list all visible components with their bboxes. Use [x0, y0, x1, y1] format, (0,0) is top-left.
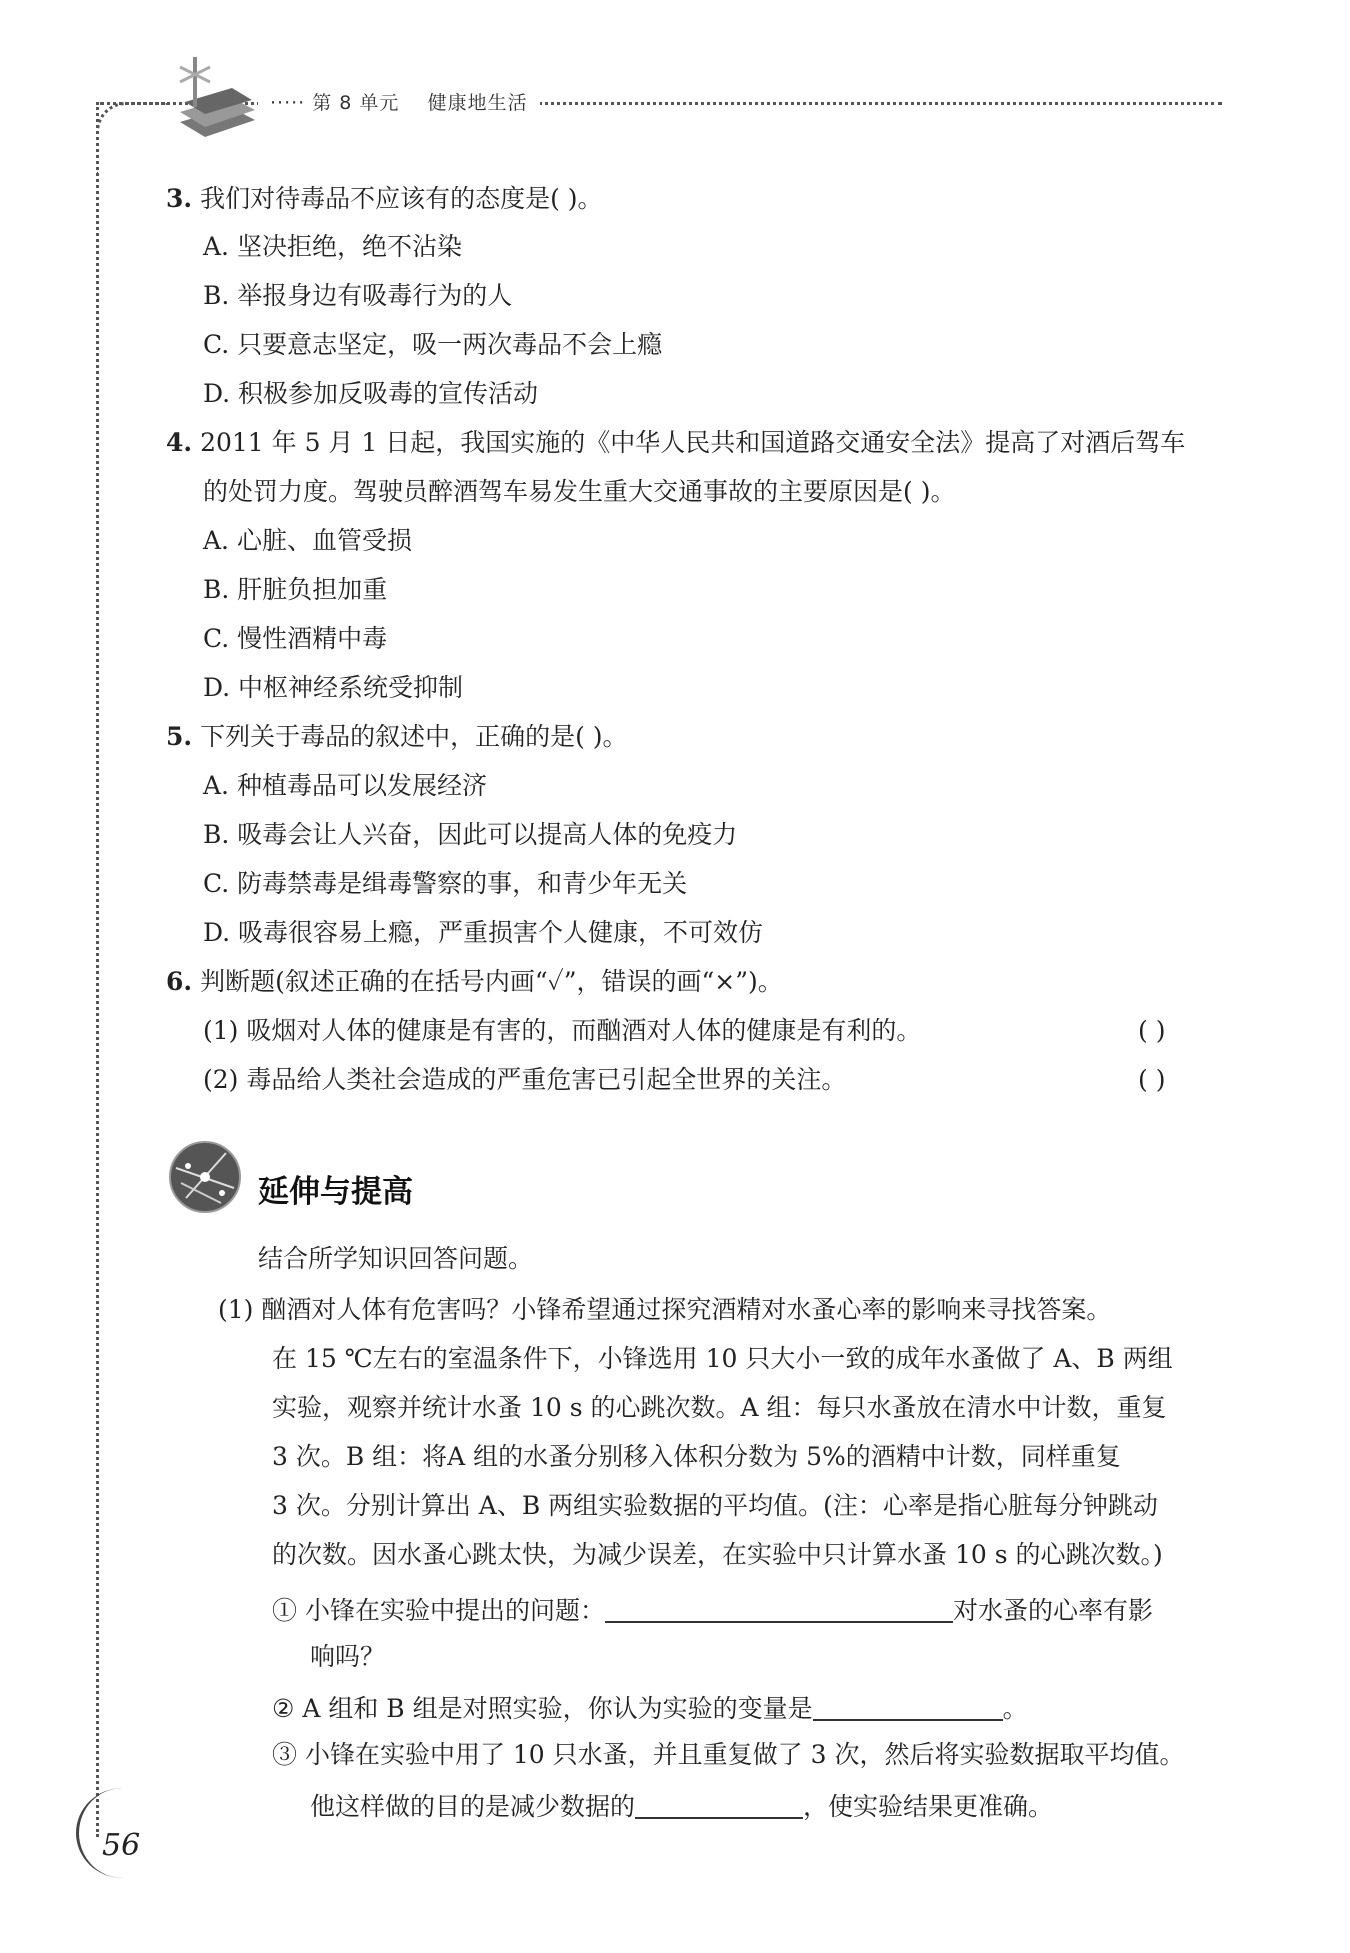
sub-question-3-continued — [310, 1791, 1053, 1819]
section-title: 延伸与提高 — [258, 1174, 413, 1210]
paragraph-line-6: 的次数。因水蚤心跳太快，为减少误差，在实验中只计算水蚤 10 s 的心跳次数。) — [272, 1540, 1163, 1569]
option-3a: A. 坚决拒绝，绝不沾染 — [203, 232, 462, 261]
question-stem-line2: 的处罚力度。驾驶员醉酒驾车易发生重大交通事故的主要原因是( )。 — [203, 477, 956, 506]
option-5a: A. 种植毒品可以发展经济 — [203, 771, 487, 800]
question-number: 4. — [166, 428, 193, 457]
answer-blank-2[interactable] — [813, 1693, 1003, 1721]
header-unit: 第 8 单元 — [312, 92, 400, 114]
globe-icon — [166, 1138, 244, 1216]
sub-question-1-suffix: 对水蚤的心率有影 — [952, 1596, 1153, 1625]
sub-question-2 — [272, 1693, 1028, 1721]
option-4d: D. 中枢神经系统受抑制 — [203, 673, 464, 702]
option-5c: C. 防毒禁毒是缉毒警察的事，和青少年无关 — [203, 869, 688, 898]
page-frame-corner — [96, 102, 169, 175]
paragraph-line-1: (1) 酗酒对人体有危害吗？小锋希望通过探究酒精对水蚤心率的影响来寻找答案。 — [218, 1295, 1112, 1324]
paragraph-line-3: 实验，观察并统计水蚤 10 s 的心跳次数。A 组：每只水蚤放在清水中计数，重复 — [272, 1393, 1167, 1422]
sub-question-1-prefix: ① 小锋在实验中提出的问题： — [272, 1596, 605, 1625]
question-5 — [166, 724, 628, 749]
option-3c: C. 只要意志坚定，吸一两次毒品不会上瘾 — [203, 330, 663, 359]
question-6 — [166, 969, 783, 994]
sub-question-1-continued: 响吗？ — [310, 1642, 386, 1671]
judgement-item-2: (2) 毒品给人类社会造成的严重危害已引起全世界的关注。 — [203, 1065, 847, 1094]
sub-question-2-suffix: 。 — [1002, 1694, 1028, 1723]
answer-blank-1[interactable] — [605, 1595, 953, 1623]
paragraph-line-5: 3 次。分别计算出 A、B 两组实验数据的平均值。(注：心率是指心脏每分钟跳动 — [272, 1491, 1158, 1520]
question-stem: 我们对待毒品不应该有的态度是( )。 — [200, 184, 603, 213]
header-dots: ····· — [270, 92, 306, 114]
option-4c: C. 慢性酒精中毒 — [203, 624, 388, 653]
header — [258, 88, 540, 115]
paragraph-line-2: 在 15 ℃左右的室温条件下，小锋选用 10 只大小一致的成年水蚤做了 A、B 两组 — [272, 1344, 1173, 1373]
question-4 — [166, 430, 1185, 455]
option-5d: D. 吸毒很容易上瘾，严重损害个人健康，不可效仿 — [203, 918, 764, 947]
question-3 — [166, 186, 603, 211]
judgement-item-1: (1) 吸烟对人体的健康是有害的，而酗酒对人体的健康是有利的。 — [203, 1016, 922, 1045]
section-intro: 结合所学知识回答问题。 — [258, 1244, 534, 1273]
question-number: 3. — [166, 184, 193, 213]
question-number: 6. — [166, 967, 193, 996]
question-stem: 下列关于毒品的叙述中，正确的是( )。 — [200, 722, 628, 751]
books-icon — [160, 52, 260, 142]
question-stem-line1: 2011 年 5 月 1 日起，我国实施的《中华人民共和国道路交通安全法》提高了对酒后驾车 — [200, 428, 1186, 457]
sub-question-1 — [272, 1595, 1153, 1623]
page-number: 56 — [102, 1828, 141, 1863]
page-frame-left — [96, 102, 99, 1837]
sub-question-3-prefix: 他这样做的目的是减少数据的 — [310, 1792, 636, 1821]
option-4b: B. 肝脏负担加重 — [203, 575, 388, 604]
answer-paren-2: ( ) — [1138, 1065, 1166, 1094]
sub-question-3-suffix: ，使实验结果更准确。 — [803, 1792, 1054, 1821]
option-3b: B. 举报身边有吸毒行为的人 — [203, 281, 513, 310]
question-number: 5. — [166, 722, 193, 751]
paragraph-line-4: 3 次。B 组：将A 组的水蚤分别移入体积分数为 5%的酒精中计数，同样重复 — [272, 1442, 1121, 1471]
option-3d: D. 积极参加反吸毒的宣传活动 — [203, 379, 539, 408]
option-5b: B. 吸毒会让人兴奋，因此可以提高人体的免疫力 — [203, 820, 738, 849]
sub-question-2-prefix: ② A 组和 B 组是对照实验，你认为实验的变量是 — [272, 1694, 813, 1723]
option-4a: A. 心脏、血管受损 — [203, 526, 412, 555]
question-stem: 判断题(叙述正确的在括号内画“✓”，错误的画“×”)。 — [200, 967, 783, 996]
answer-blank-3[interactable] — [635, 1791, 803, 1819]
answer-paren-1: ( ) — [1138, 1016, 1166, 1045]
header-title: 健康地生活 — [427, 92, 528, 114]
sub-question-3: ③ 小锋在实验中用了 10 只水蚤，并且重复做了 3 次，然后将实验数据取平均值。 — [272, 1740, 1185, 1769]
